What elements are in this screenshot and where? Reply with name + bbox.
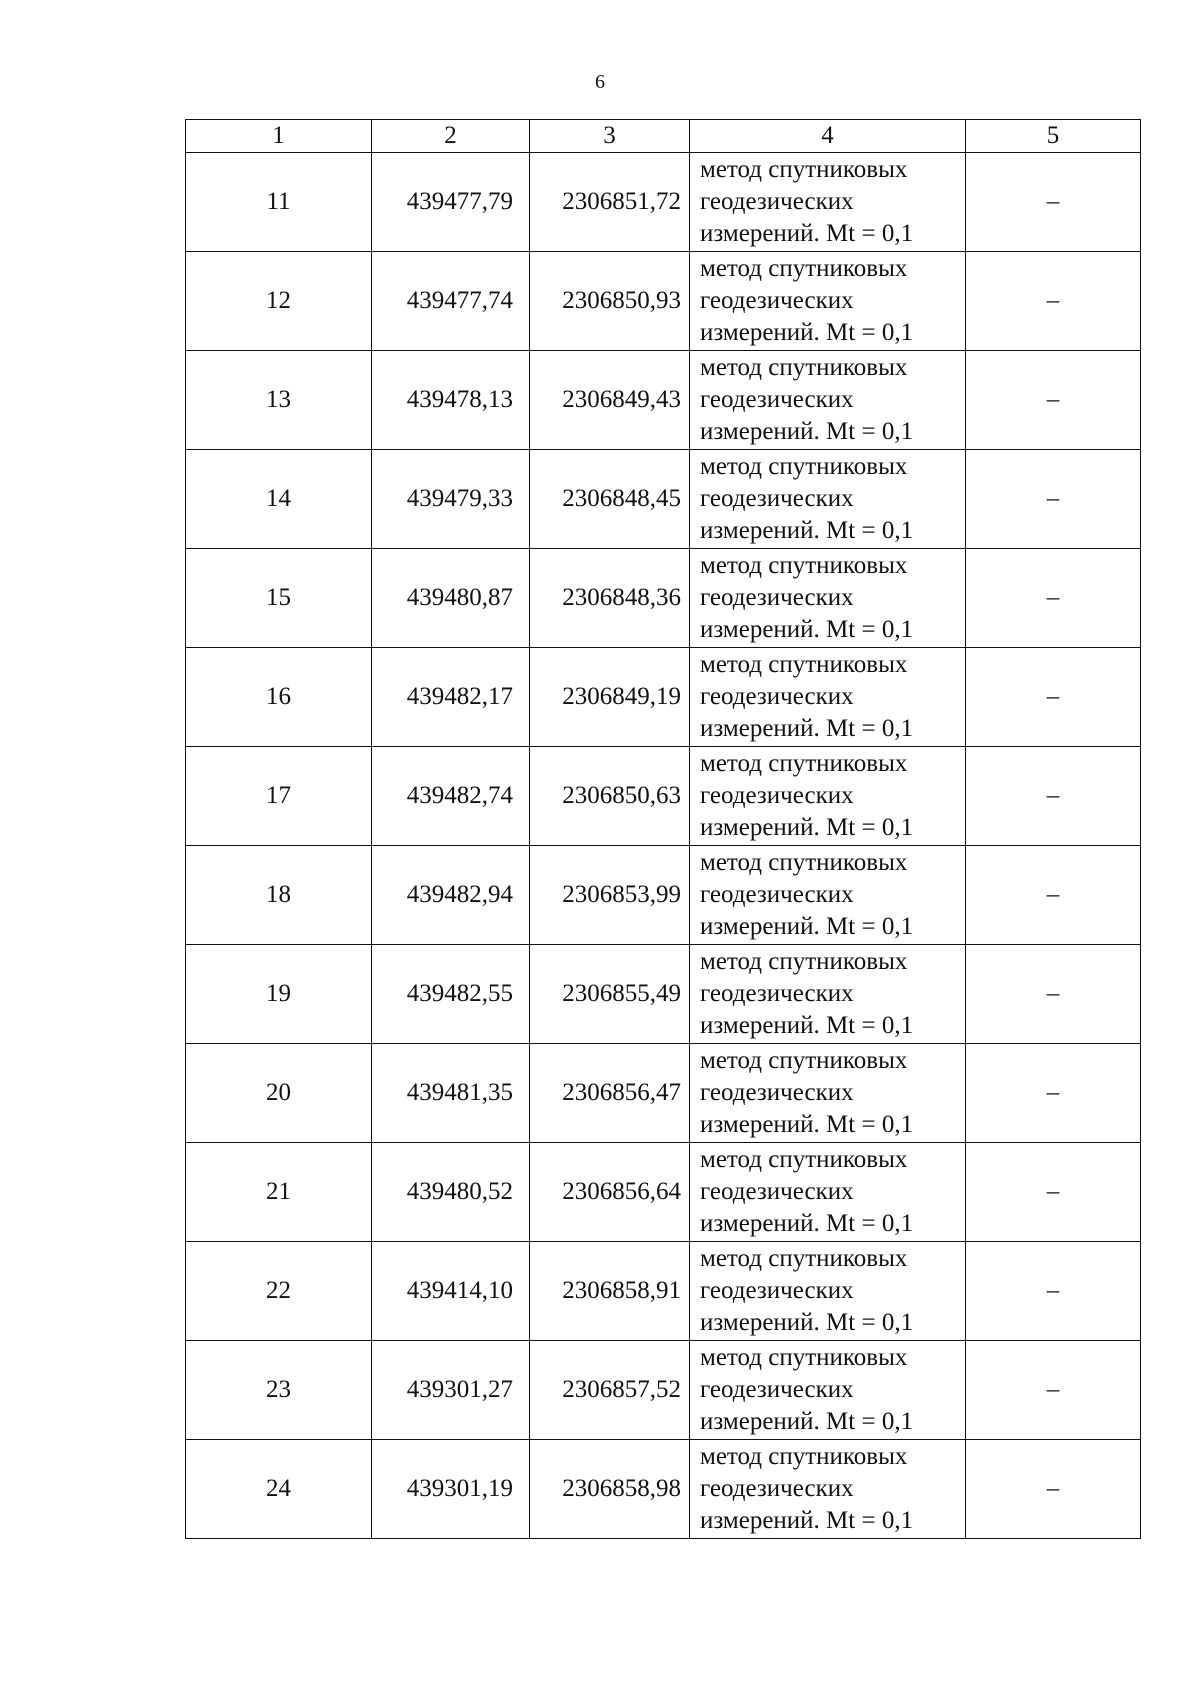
point-number-cell: 23 (186, 1341, 372, 1440)
method-line-2: геодезических (700, 1178, 854, 1205)
y-coordinate-cell: 2306858,91 (530, 1242, 690, 1341)
method-cell (690, 252, 966, 351)
note-cell: – (966, 945, 1141, 1044)
method-line-3: измерений. Mt = 0,1 (700, 1012, 914, 1039)
note-cell: – (966, 252, 1141, 351)
x-coordinate-cell: 439301,27 (372, 1341, 530, 1440)
note-cell: – (966, 450, 1141, 549)
y-coordinate-cell: 2306850,93 (530, 252, 690, 351)
point-number-cell: 24 (186, 1440, 372, 1539)
point-number-cell: 21 (186, 1143, 372, 1242)
method-line-3: измерений. Mt = 0,1 (700, 1507, 914, 1534)
note-cell: – (966, 1341, 1141, 1440)
y-coordinate-cell: 2306855,49 (530, 945, 690, 1044)
method-line-1: метод спутниковых (700, 651, 908, 678)
method-line-1: метод спутниковых (700, 1245, 908, 1272)
note-cell: – (966, 1440, 1141, 1539)
method-line-2: геодезических (700, 1079, 854, 1106)
note-cell: – (966, 351, 1141, 450)
note-cell: – (966, 1143, 1141, 1242)
note-cell: – (966, 549, 1141, 648)
coordinates-table (185, 119, 1141, 1539)
y-coordinate-cell: 2306848,36 (530, 549, 690, 648)
table-row (186, 846, 1141, 945)
method-cell (690, 153, 966, 252)
y-coordinate-cell: 2306850,63 (530, 747, 690, 846)
method-line-3: измерений. Mt = 0,1 (700, 319, 914, 346)
method-line-2: геодезических (700, 683, 854, 710)
method-line-1: метод спутниковых (700, 1146, 908, 1173)
method-line-2: геодезических (700, 1277, 854, 1304)
method-line-1: метод спутниковых (700, 948, 908, 975)
method-cell (690, 945, 966, 1044)
point-number-cell: 16 (186, 648, 372, 747)
table-row (186, 351, 1141, 450)
point-number-cell: 11 (186, 153, 372, 252)
x-coordinate-cell: 439482,17 (372, 648, 530, 747)
method-cell (690, 1143, 966, 1242)
x-coordinate-cell: 439477,74 (372, 252, 530, 351)
x-coordinate-cell: 439482,94 (372, 846, 530, 945)
point-number-cell: 18 (186, 846, 372, 945)
method-line-3: измерений. Mt = 0,1 (700, 1210, 914, 1237)
x-coordinate-cell: 439414,10 (372, 1242, 530, 1341)
method-cell (690, 846, 966, 945)
table-row (186, 747, 1141, 846)
note-cell: – (966, 648, 1141, 747)
point-number-cell: 14 (186, 450, 372, 549)
table-row (186, 153, 1141, 252)
method-line-3: измерений. Mt = 0,1 (700, 418, 914, 445)
note-cell: – (966, 747, 1141, 846)
table-row (186, 1341, 1141, 1440)
page-number: 6 (595, 71, 605, 93)
method-line-2: геодезических (700, 881, 854, 908)
table-row (186, 1242, 1141, 1341)
method-line-2: геодезических (700, 980, 854, 1007)
method-line-2: геодезических (700, 1475, 854, 1502)
method-cell (690, 351, 966, 450)
method-line-2: геодезических (700, 386, 854, 413)
method-line-3: измерений. Mt = 0,1 (700, 913, 914, 940)
method-line-1: метод спутниковых (700, 1443, 908, 1470)
header-cell-5: 5 (966, 120, 1141, 153)
point-number-cell: 17 (186, 747, 372, 846)
point-number-cell: 19 (186, 945, 372, 1044)
method-line-3: измерений. Mt = 0,1 (700, 616, 914, 643)
note-cell: – (966, 846, 1141, 945)
table-row (186, 945, 1141, 1044)
y-coordinate-cell: 2306849,19 (530, 648, 690, 747)
method-line-3: измерений. Mt = 0,1 (700, 814, 914, 841)
method-line-3: измерений. Mt = 0,1 (700, 517, 914, 544)
x-coordinate-cell: 439477,79 (372, 153, 530, 252)
method-line-1: метод спутниковых (700, 156, 908, 183)
method-line-2: геодезических (700, 1376, 854, 1403)
x-coordinate-cell: 439482,74 (372, 747, 530, 846)
method-line-3: измерений. Mt = 0,1 (700, 1309, 914, 1336)
point-number-cell: 12 (186, 252, 372, 351)
y-coordinate-cell: 2306849,43 (530, 351, 690, 450)
method-line-2: геодезических (700, 485, 854, 512)
table-row (186, 252, 1141, 351)
method-cell (690, 1242, 966, 1341)
method-line-2: геодезических (700, 584, 854, 611)
y-coordinate-cell: 2306856,64 (530, 1143, 690, 1242)
point-number-cell: 20 (186, 1044, 372, 1143)
x-coordinate-cell: 439478,13 (372, 351, 530, 450)
method-line-1: метод спутниковых (700, 1047, 908, 1074)
note-cell: – (966, 1044, 1141, 1143)
header-cell-1: 1 (186, 120, 372, 153)
method-line-1: метод спутниковых (700, 354, 908, 381)
header-cell-4: 4 (690, 120, 966, 153)
table-row (186, 549, 1141, 648)
method-line-2: геодезических (700, 782, 854, 809)
x-coordinate-cell: 439301,19 (372, 1440, 530, 1539)
method-line-1: метод спутниковых (700, 453, 908, 480)
method-cell (690, 1341, 966, 1440)
note-cell: – (966, 153, 1141, 252)
method-cell (690, 450, 966, 549)
y-coordinate-cell: 2306853,99 (530, 846, 690, 945)
y-coordinate-cell: 2306857,52 (530, 1341, 690, 1440)
note-cell: – (966, 1242, 1141, 1341)
method-line-1: метод спутниковых (700, 750, 908, 777)
method-cell (690, 549, 966, 648)
table-header-row (186, 120, 1141, 153)
method-line-2: геодезических (700, 188, 854, 215)
y-coordinate-cell: 2306851,72 (530, 153, 690, 252)
table-row (186, 1440, 1141, 1539)
table-body (186, 120, 1141, 1539)
method-line-1: метод спутниковых (700, 1344, 908, 1371)
table-row (186, 1044, 1141, 1143)
method-cell (690, 1440, 966, 1539)
x-coordinate-cell: 439481,35 (372, 1044, 530, 1143)
x-coordinate-cell: 439480,52 (372, 1143, 530, 1242)
point-number-cell: 15 (186, 549, 372, 648)
method-line-3: измерений. Mt = 0,1 (700, 715, 914, 742)
y-coordinate-cell: 2306856,47 (530, 1044, 690, 1143)
table-row (186, 1143, 1141, 1242)
header-cell-3: 3 (530, 120, 690, 153)
method-line-1: метод спутниковых (700, 552, 908, 579)
method-cell (690, 648, 966, 747)
table-row (186, 648, 1141, 747)
y-coordinate-cell: 2306858,98 (530, 1440, 690, 1539)
header-cell-2: 2 (372, 120, 530, 153)
point-number-cell: 22 (186, 1242, 372, 1341)
table-row (186, 450, 1141, 549)
x-coordinate-cell: 439480,87 (372, 549, 530, 648)
method-cell (690, 747, 966, 846)
method-line-3: измерений. Mt = 0,1 (700, 1408, 914, 1435)
method-cell (690, 1044, 966, 1143)
x-coordinate-cell: 439482,55 (372, 945, 530, 1044)
method-line-3: измерений. Mt = 0,1 (700, 220, 914, 247)
y-coordinate-cell: 2306848,45 (530, 450, 690, 549)
x-coordinate-cell: 439479,33 (372, 450, 530, 549)
method-line-3: измерений. Mt = 0,1 (700, 1111, 914, 1138)
point-number-cell: 13 (186, 351, 372, 450)
method-line-1: метод спутниковых (700, 255, 908, 282)
method-line-2: геодезических (700, 287, 854, 314)
method-line-1: метод спутниковых (700, 849, 908, 876)
